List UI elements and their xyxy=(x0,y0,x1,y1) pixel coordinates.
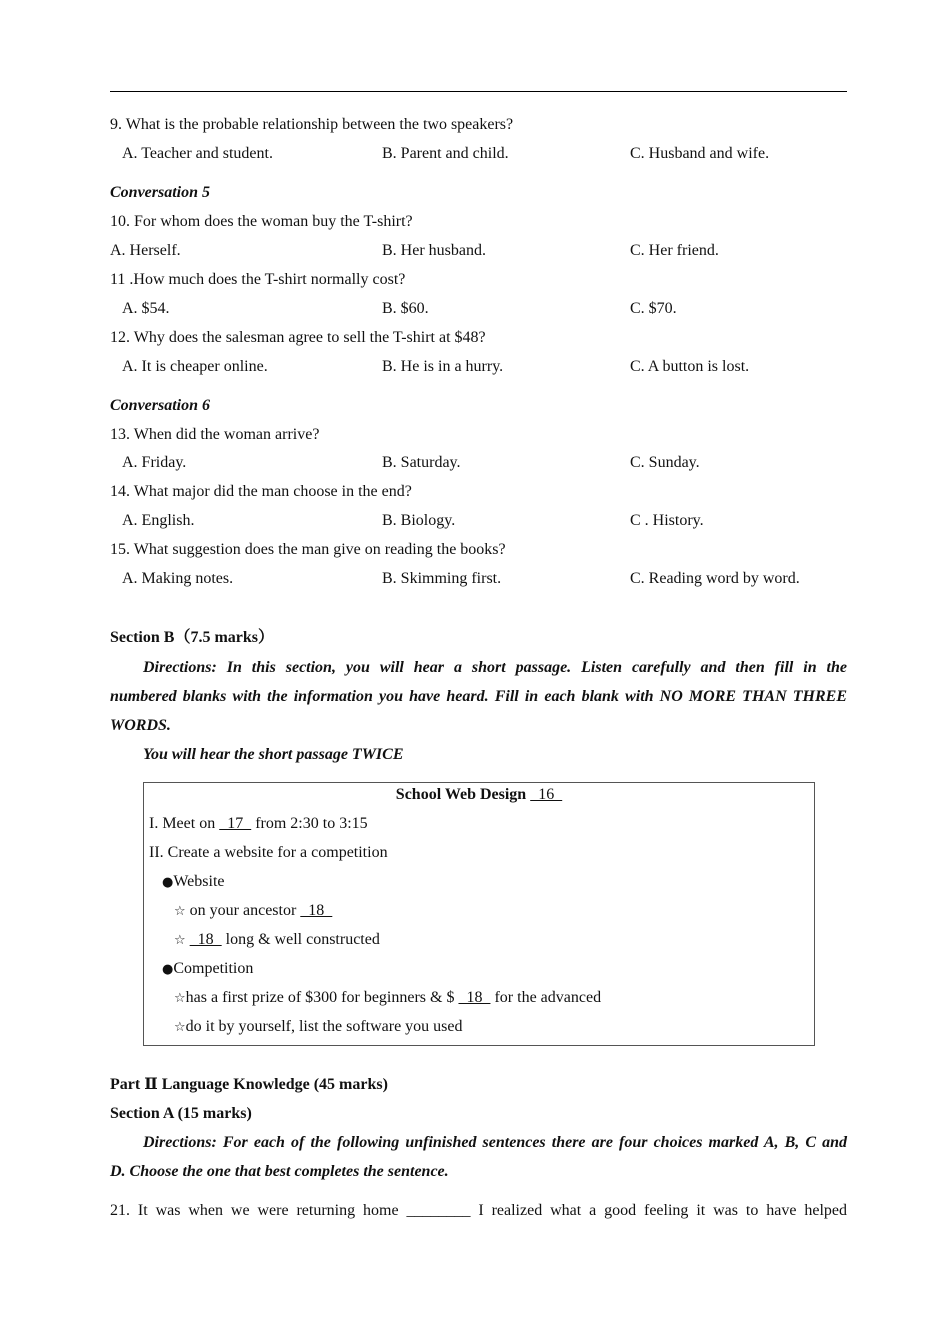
q9-option-b[interactable]: B. Parent and child. xyxy=(382,145,509,162)
q13-option-a[interactable]: A. Friday. xyxy=(122,454,187,471)
question-14-options xyxy=(110,510,847,532)
q12-option-a[interactable]: A. It is cheaper online. xyxy=(122,358,268,375)
web-design-notes-box xyxy=(143,782,815,1046)
section-a-directions-line-2: D. Choose the one that best completes the sentence. xyxy=(110,1163,449,1180)
question-10-options xyxy=(110,240,847,262)
q14-option-c[interactable]: C . History. xyxy=(630,512,704,529)
star-icon: ☆ xyxy=(174,933,186,948)
star-icon: ☆ xyxy=(174,991,186,1006)
q13-option-b[interactable]: B. Saturday. xyxy=(382,454,461,471)
star-icon: ☆ xyxy=(174,1020,186,1035)
bullet-icon: ● xyxy=(162,962,174,977)
conversation-5-heading: Conversation 5 xyxy=(110,184,211,201)
q14-option-b[interactable]: B. Biology. xyxy=(382,512,456,529)
blank-18-c[interactable]: 18 xyxy=(458,989,491,1006)
question-14-stem: 14. What major did the man choose in the end? xyxy=(110,483,412,500)
box-bullet-competition xyxy=(162,958,253,980)
bullet-icon: ● xyxy=(162,875,174,890)
q12-option-b[interactable]: B. He is in a hurry. xyxy=(382,358,504,375)
q12-option-c[interactable]: C. A button is lost. xyxy=(630,358,750,375)
blank-18-b[interactable]: 18 xyxy=(189,931,222,948)
question-15-stem: 15. What suggestion does the man give on reading the books? xyxy=(110,541,506,558)
question-11-options xyxy=(110,298,847,320)
star-yourself-text: do it by yourself, list the software you used xyxy=(185,1018,463,1035)
star-ancestor-text: on your ancestor xyxy=(189,902,301,919)
box-title xyxy=(144,784,814,806)
question-9-stem: 9. What is the probable relationship between the two speakers? xyxy=(110,116,514,133)
meet-text: I. Meet on xyxy=(149,815,220,832)
question-12-stem: 12. Why does the salesman agree to sell the T-shirt at $48? xyxy=(110,329,486,346)
question-21-stem: 21. It was when we were returning home ________ I realized what a good feeling it was to have helped xyxy=(110,1202,847,1219)
box-star-long xyxy=(174,929,380,951)
listen-twice-note: You will hear the short passage TWICE xyxy=(143,746,404,763)
section-b-directions-line-2: numbered blanks with the information you have heard. Fill in each blank with NO MORE THAN THREE xyxy=(110,688,847,705)
question-9-options xyxy=(110,143,847,165)
section-b-heading: Section B（7.5 marks） xyxy=(110,629,275,646)
box-star-ancestor xyxy=(174,900,332,922)
star-long-text: long & well constructed xyxy=(221,931,380,948)
section-a-directions-line-1: Directions: For each of the following unfinished sentences there are four choices marked A, B, C and xyxy=(143,1134,847,1151)
box-star-yourself xyxy=(174,1016,463,1038)
header-rule xyxy=(110,91,847,92)
box-row-meet xyxy=(149,813,368,835)
q14-option-a[interactable]: A. English. xyxy=(122,512,195,529)
question-13-stem: 13. When did the woman arrive? xyxy=(110,426,320,443)
q13-option-c[interactable]: C. Sunday. xyxy=(630,454,700,471)
question-12-options xyxy=(110,356,847,378)
blank-18-a[interactable]: 18 xyxy=(300,902,333,919)
q15-option-c[interactable]: C. Reading word by word. xyxy=(630,570,800,587)
q9-option-c[interactable]: C. Husband and wife. xyxy=(630,145,770,162)
star-prize-post-text: for the advanced xyxy=(490,989,602,1006)
bullet-competition-text: Competition xyxy=(173,960,254,977)
q10-option-c[interactable]: C. Her friend. xyxy=(630,242,719,259)
q15-option-b[interactable]: B. Skimming first. xyxy=(382,570,502,587)
q11-option-c[interactable]: C. $70. xyxy=(630,300,677,317)
q11-option-a[interactable]: A. $54. xyxy=(122,300,170,317)
star-icon: ☆ xyxy=(174,904,186,919)
meet-time-text: from 2:30 to 3:15 xyxy=(251,815,368,832)
question-15-options xyxy=(110,568,847,590)
star-prize-text: has a first prize of $300 for beginners & $ xyxy=(185,989,459,1006)
blank-17[interactable]: 17 xyxy=(219,815,252,832)
q10-option-b[interactable]: B. Her husband. xyxy=(382,242,486,259)
question-10-stem: 10. For whom does the woman buy the T-shirt? xyxy=(110,213,413,230)
box-row-create: II. Create a website for a competition xyxy=(149,844,388,861)
q9-option-a[interactable]: A. Teacher and student. xyxy=(122,145,273,162)
box-bullet-website xyxy=(162,871,224,893)
conversation-6-heading: Conversation 6 xyxy=(110,397,211,414)
bullet-website-text: Website xyxy=(173,873,225,890)
question-11-stem: 11 .How much does the T-shirt normally cost? xyxy=(110,271,406,288)
blank-16[interactable]: 16 xyxy=(530,786,563,803)
q11-option-b[interactable]: B. $60. xyxy=(382,300,429,317)
q10-option-a[interactable]: A. Herself. xyxy=(110,242,181,259)
q15-option-a[interactable]: A. Making notes. xyxy=(122,570,234,587)
section-a-heading: Section A (15 marks) xyxy=(110,1105,252,1122)
section-b-directions-line-3: WORDS. xyxy=(110,717,171,734)
part-2-heading: Part Ⅱ Language Knowledge (45 marks) xyxy=(110,1076,388,1093)
box-star-prize xyxy=(174,987,601,1009)
question-13-options xyxy=(110,452,847,474)
box-title-text: School Web Design xyxy=(395,786,527,803)
section-b-directions-line-1: Directions: In this section, you will hear a short passage. Listen carefully and then fill in the xyxy=(143,659,847,676)
